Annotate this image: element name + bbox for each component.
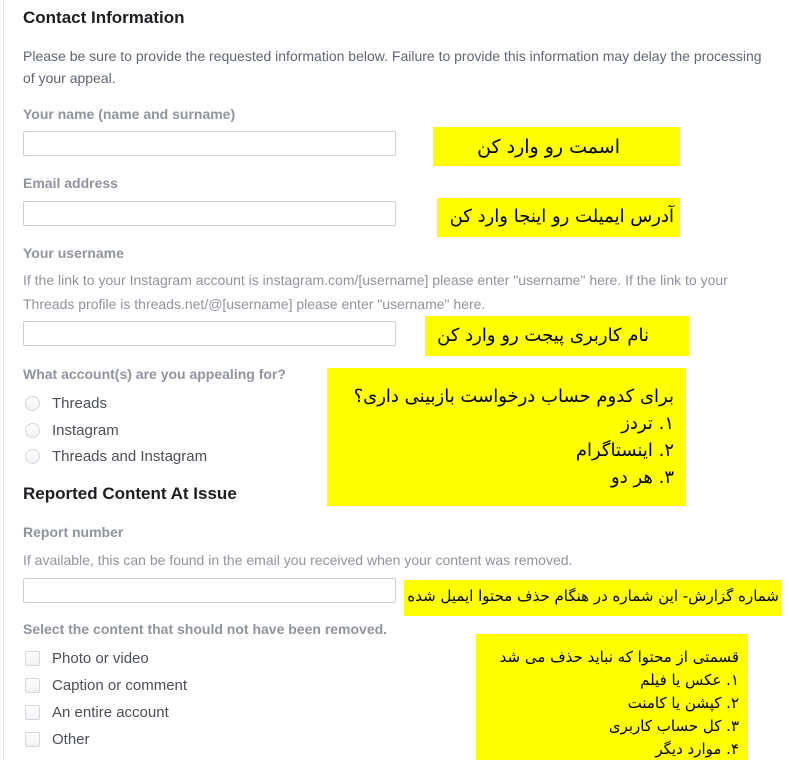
contact-description: Please be sure to provide the requested information below. Failure to provide this information may delay the processing of your appeal. [23,48,762,86]
annotation-text: شماره گزارش- این شماره در هنگام حذف محتوا ایمیل شده [407,587,779,605]
username-input[interactable] [23,321,396,346]
radio-button[interactable] [25,449,40,464]
account-option-both[interactable] [25,446,207,466]
content-annotation [476,634,748,760]
content-option-entire-account[interactable] [25,702,169,722]
annotation-item: ۱. عکس یا فیلم [640,671,739,689]
report-number-label: Report number [23,524,124,540]
report-annotation [404,580,781,616]
email-input[interactable] [23,201,396,226]
annotation-item: ۱. تردز [621,413,674,434]
contact-heading: Contact Information [23,8,185,27]
checkbox[interactable] [25,705,40,720]
annotation-title: برای کدوم حساب درخواست بازبینی داری؟ [353,386,674,407]
username-annotation [425,316,689,356]
email-label: Email address [23,175,118,191]
account-option-instagram[interactable] [25,420,119,440]
option-label: An entire account [52,703,169,721]
annotation-item: ۳. کل حساب کاربری [608,717,739,735]
annotation-text: نام کاربری پیجت رو وارد کن [437,325,649,346]
radio-button[interactable] [25,423,40,438]
option-label: Photo or video [52,649,149,667]
option-label: Threads and Instagram [52,447,208,465]
option-label: Other [52,730,90,748]
checkbox[interactable] [25,678,40,693]
content-select-label: Select the content that should not have been removed. [23,621,388,637]
content-option-other[interactable] [25,729,90,749]
account-annotation [327,368,686,506]
checkbox[interactable] [25,651,40,666]
form-left-border [3,0,4,760]
annotation-item: ۲. اینستاگرام [575,440,674,461]
radio-button[interactable] [25,396,40,411]
username-label: Your username [23,245,124,261]
option-label: Threads [52,394,108,412]
report-number-input[interactable] [23,578,396,603]
annotation-text: آدرس ایمیلت رو اینجا وارد کن [449,206,674,227]
annotation-text: اسمت رو وارد کن [477,136,620,158]
content-option-photo-video[interactable] [25,648,149,668]
annotation-item: ۲. کپشن یا کامنت [627,694,739,712]
email-annotation [437,198,680,237]
reported-heading: Reported Content At Issue [23,484,237,503]
username-hint: If the link to your Instagram account is instagram.com/[username] please enter "username" here. If the link to your Threads profile is threads.net/@[username] please enter "username" here. [23,272,728,312]
content-option-caption-comment[interactable] [25,675,187,695]
checkbox[interactable] [25,732,40,747]
account-option-threads[interactable] [25,393,107,413]
option-label: Instagram [52,421,119,439]
name-label: Your name (name and surname) [23,106,236,122]
annotation-title: قسمتی از محتوا که نباید حذف می شد [499,648,739,666]
account-question: What account(s) are you appealing for? [23,366,286,382]
name-annotation [433,127,680,166]
annotation-item: ۴. موارد دیگر [655,740,739,758]
name-input[interactable] [23,131,396,156]
report-number-hint: If available, this can be found in the email you received when your content was removed. [23,552,573,568]
option-label: Caption or comment [52,676,188,694]
annotation-item: ۳. هر دو [611,467,674,488]
